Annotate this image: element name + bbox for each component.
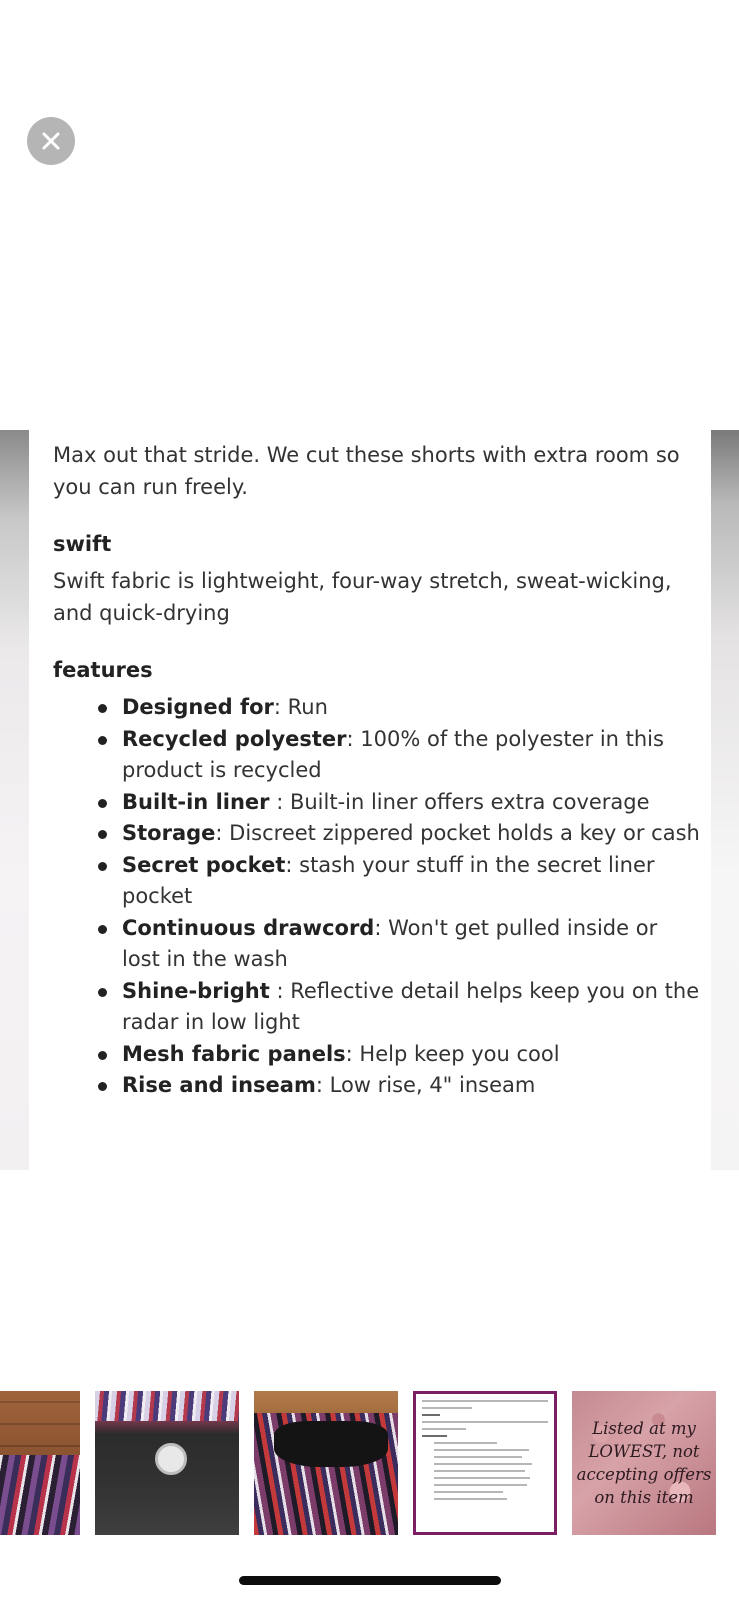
black-liner	[274, 1421, 388, 1467]
thumbnail-strip	[0, 1391, 739, 1535]
fabric-text: Swift fabric is lightweight, four-way stretch, sweat-wicking, and quick-drying	[53, 569, 672, 625]
lowest-price-notice-text: Listed at my LOWEST, not accepting offers on this item	[576, 1419, 712, 1507]
description-intro: Max out that stride. We cut these shorts with extra room so you can run freely.	[53, 443, 680, 499]
thumb-text-line	[434, 1456, 522, 1458]
thumb-text-line	[434, 1491, 503, 1493]
snap-button	[155, 1443, 187, 1475]
feature-item: Mesh fabric panels: Help keep you cool	[98, 1039, 711, 1071]
thumb-text-line	[434, 1498, 507, 1500]
feature-item: Continuous drawcord: Won't get pulled inside or lost in the wash	[98, 913, 711, 976]
thumb-text-line	[422, 1428, 466, 1430]
thumb-text-line	[434, 1477, 530, 1479]
thumb-text-line	[422, 1421, 548, 1423]
thumb-text-line	[434, 1463, 532, 1465]
thumb-text-line	[422, 1435, 447, 1437]
thumb-text-line	[422, 1414, 440, 1416]
thumbnail-lowest-price-notice[interactable]	[572, 1391, 716, 1535]
close-button[interactable]	[27, 117, 75, 165]
features-list	[53, 692, 711, 1102]
feature-item: Designed for: Run	[98, 692, 711, 724]
feature-item: Storage: Discreet zippered pocket holds a key or cash	[98, 818, 711, 850]
thumb-text-line	[434, 1484, 527, 1486]
feature-item: Recycled polyester: 100% of the polyester in this product is recycled	[98, 724, 711, 787]
close-x-icon	[40, 130, 62, 152]
feature-item: Secret pocket: stash your stuff in the secret liner pocket	[98, 850, 711, 913]
features-heading: features	[53, 658, 153, 682]
thumb-text-line	[434, 1449, 529, 1451]
feature-item: Shine-bright : Reflective detail helps keep you on the radar in low light	[98, 976, 711, 1039]
feature-item: Built-in liner : Built-in liner offers extra coverage	[98, 787, 711, 819]
home-indicator[interactable]	[239, 1576, 501, 1585]
fabric-heading: swift	[53, 532, 112, 556]
thumb-text-line	[434, 1442, 497, 1444]
thumbnail-pocket-snap[interactable]	[95, 1391, 239, 1535]
waistband	[95, 1391, 239, 1421]
feature-item: Rise and inseam: Low rise, 4" inseam	[98, 1070, 711, 1102]
description-screenshot	[29, 430, 711, 1170]
main-photo[interactable]	[0, 430, 739, 1170]
thumb-text-line	[434, 1470, 525, 1472]
thumbnail-shorts-on-floor[interactable]	[0, 1391, 80, 1535]
thumbnail-description-selected[interactable]	[413, 1391, 557, 1535]
photo-edge-left	[0, 430, 29, 1170]
photo-edge-right	[711, 430, 739, 1170]
thumb-text-line	[422, 1400, 548, 1402]
thumb-text-line	[422, 1407, 472, 1409]
thumbnail-liner[interactable]	[254, 1391, 398, 1535]
shorts-fabric	[0, 1455, 80, 1535]
